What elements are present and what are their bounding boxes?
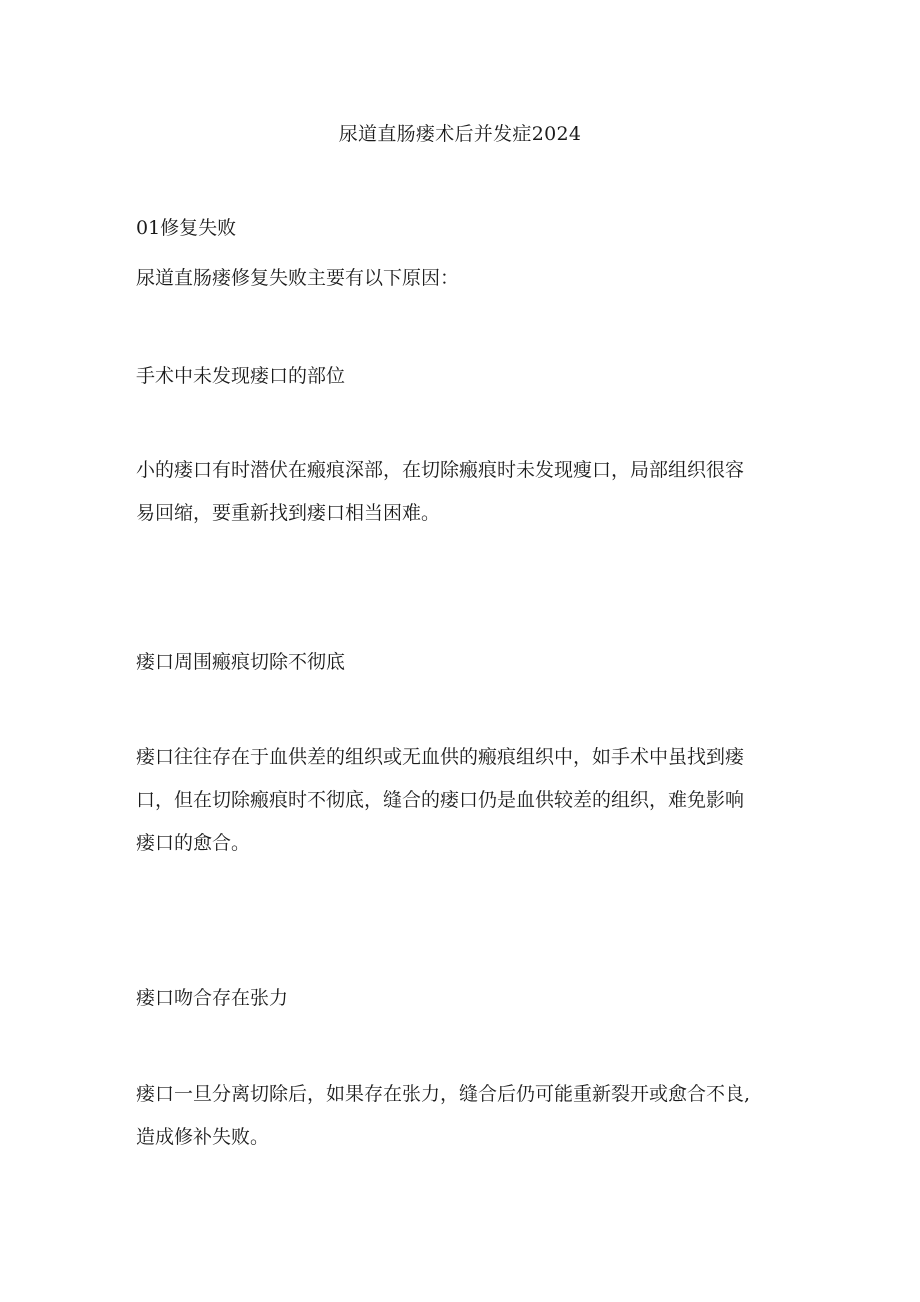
reason-heading: 手术中未发现瘘口的部位 — [136, 365, 346, 387]
body-line: 易回缩，要重新找到瘘口相当困难。 — [136, 502, 441, 524]
body-line: 瘘口的愈合。 — [136, 832, 251, 854]
body-line: 小的瘘口有时潜伏在瘢痕深部，在切除瘢痕时未发现瘦口，局部组织很容 — [136, 459, 745, 481]
body-line: 造成修补失败。 — [136, 1126, 270, 1148]
reason-body — [136, 736, 786, 865]
reason-heading: 瘘口周围瘢痕切除不彻底 — [136, 651, 346, 673]
reason-body — [136, 1073, 786, 1159]
reason-body — [136, 449, 786, 535]
reason-heading: 瘘口吻合存在张力 — [136, 987, 289, 1009]
section-heading: 01修复失败 — [136, 217, 237, 239]
body-line: 瘘口一旦分离切除后，如果存在张力，缝合后仍可能重新裂开或愈合不良, — [136, 1083, 751, 1105]
document-title: 尿道直肠瘘术后并发症2024 — [338, 123, 582, 145]
body-line: 口，但在切除瘢痕时不彻底，缝合的瘘口仍是血供较差的组织，难免影响 — [136, 789, 745, 811]
body-line: 瘘口往往存在于血供差的组织或无血供的瘢痕组织中，如手术中虽找到瘘 — [136, 746, 745, 768]
intro-text: 尿道直肠瘘修复失败主要有以下原因： — [136, 267, 460, 289]
